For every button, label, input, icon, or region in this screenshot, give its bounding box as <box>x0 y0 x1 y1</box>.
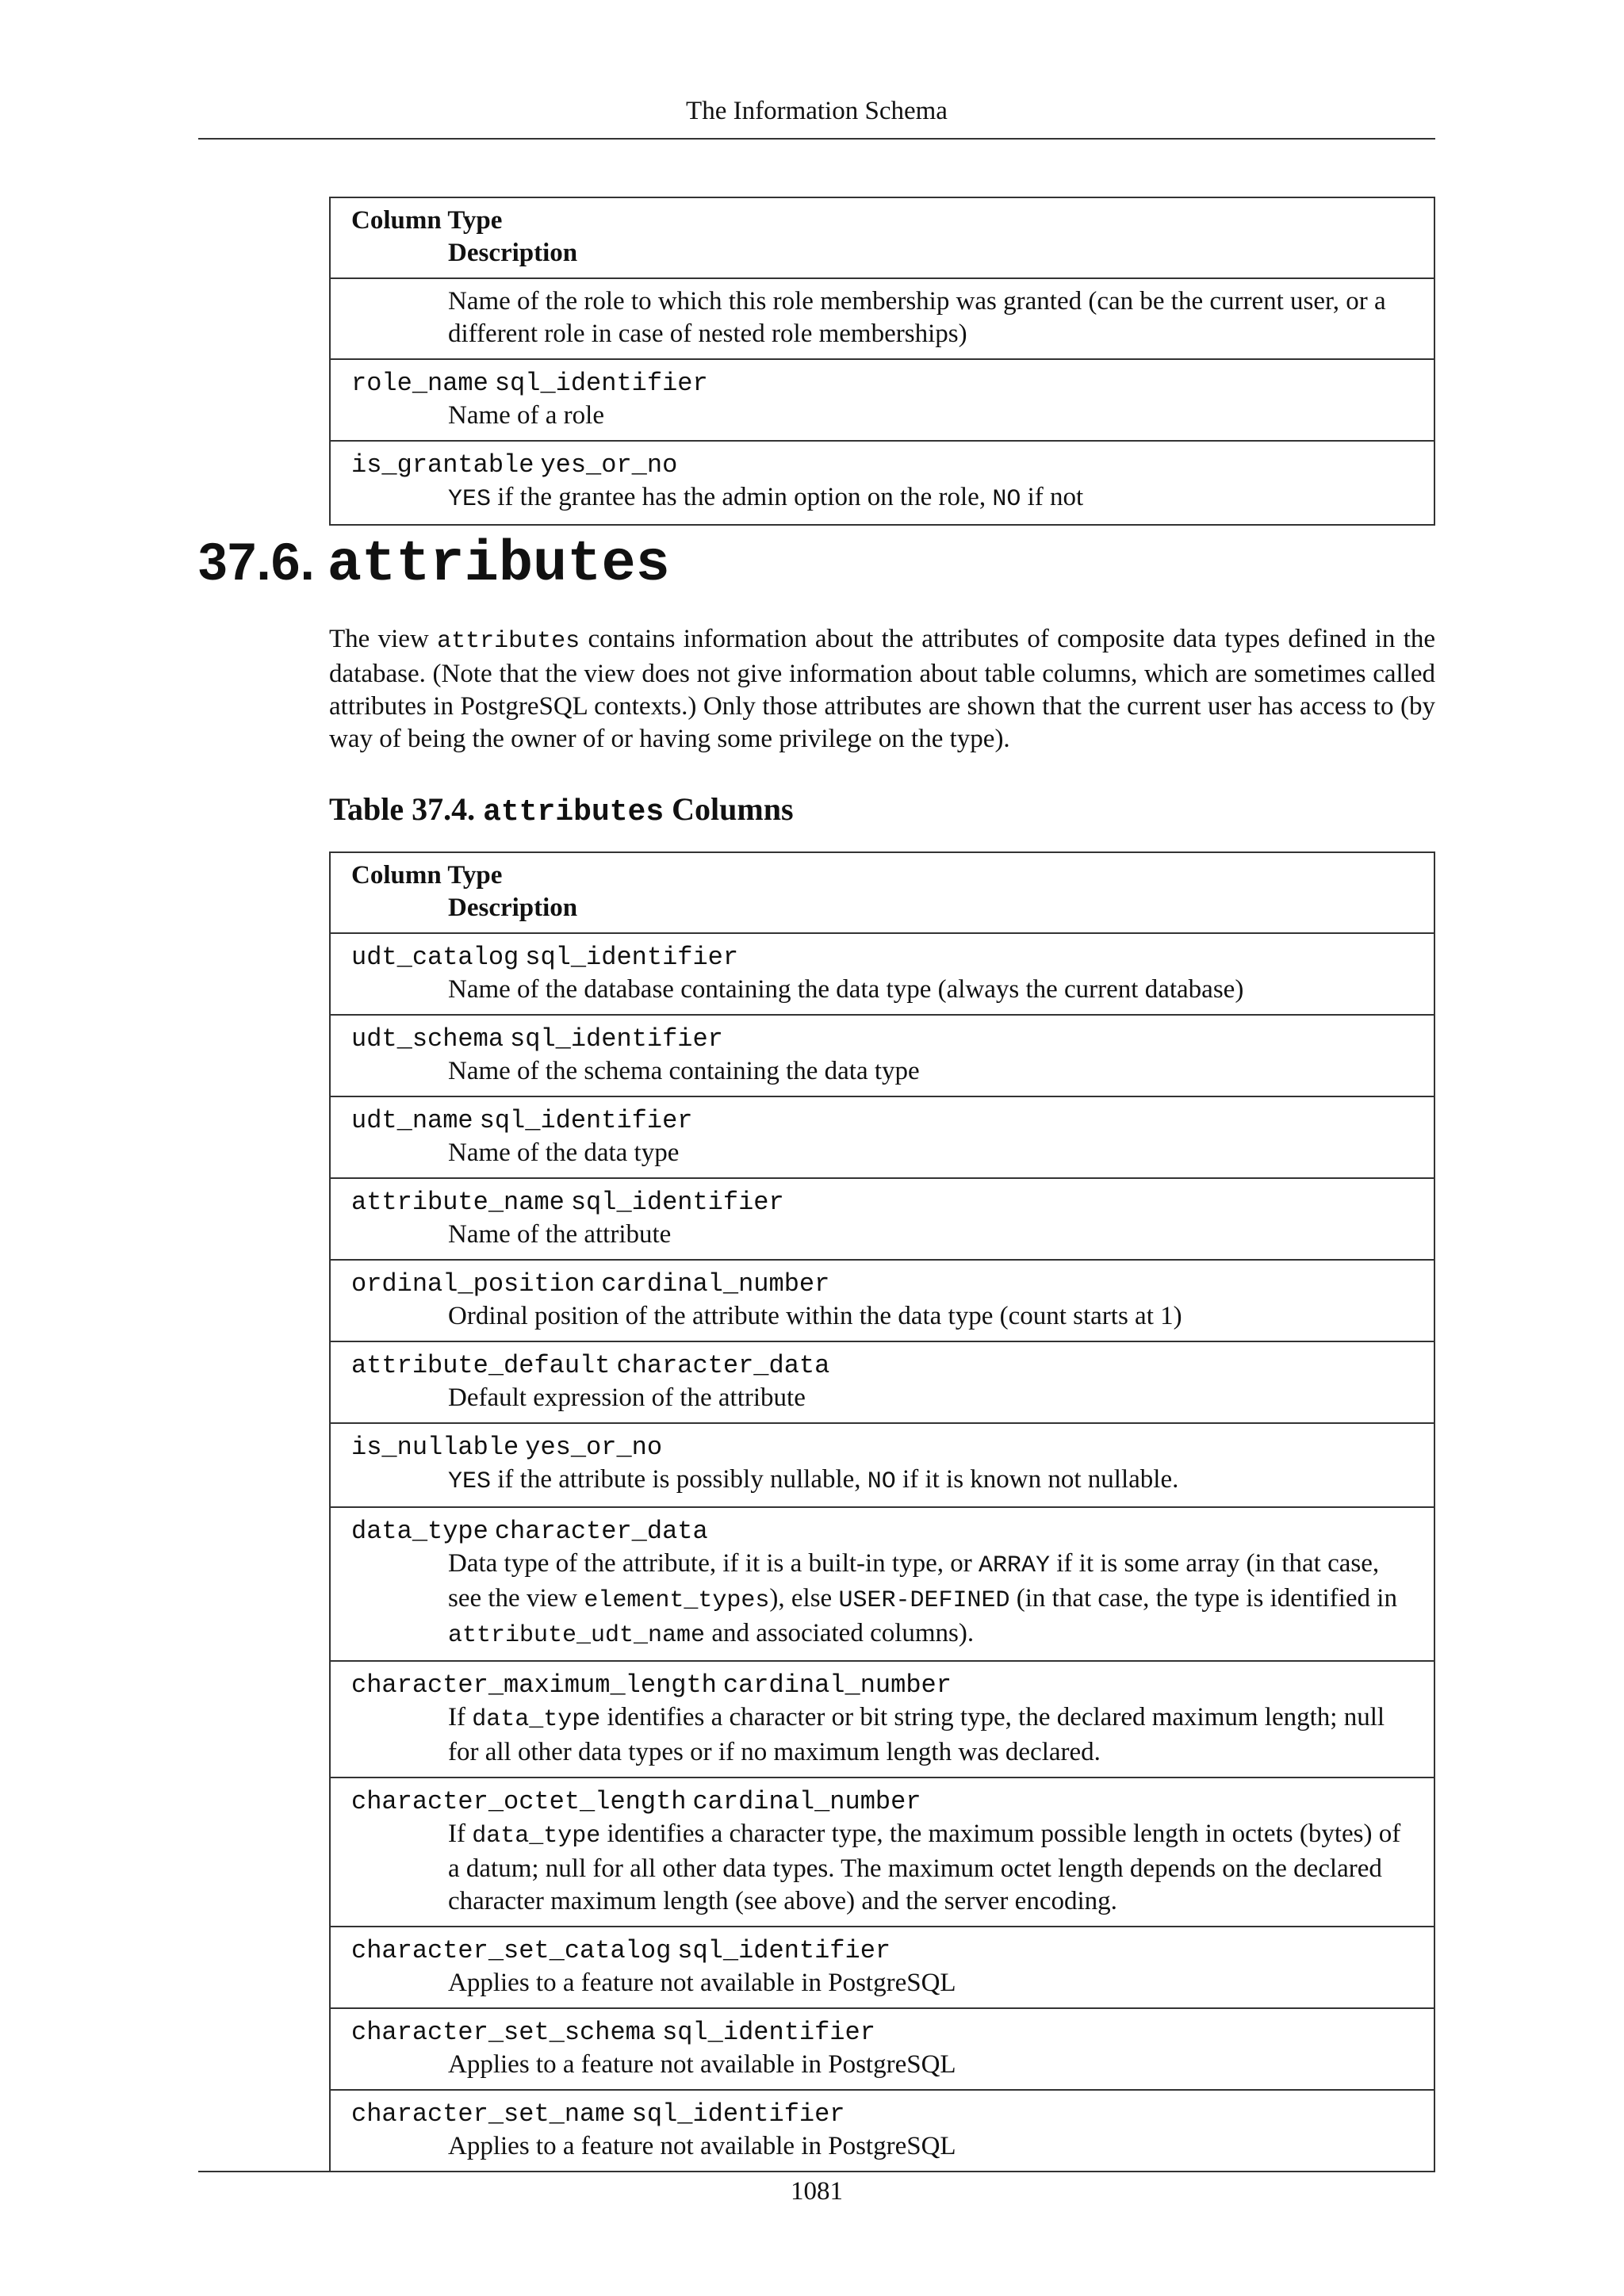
code-literal: data_type <box>472 1706 601 1733</box>
table-header-cell <box>330 197 1434 278</box>
description-text: Data type of the attribute, if it is a built-in type, or <box>448 1549 979 1578</box>
table-cell <box>330 1777 1434 1927</box>
table-cell <box>330 2090 1434 2172</box>
code-literal: NO <box>992 486 1021 513</box>
column-name: character_octet_length <box>351 1787 687 1816</box>
column-description: Name of the role to which this role membership was granted (can be the current user, or a different role in case of nested role memberships) <box>448 287 1386 348</box>
code-literal: YES <box>448 1468 492 1495</box>
header-column-type: Column Type <box>351 206 503 235</box>
caption-prefix: Table 37.4. <box>329 791 484 827</box>
description-text: identifies a character or bit string type, the declared maximum length; null for all other data types or if no maximum length was declared. <box>448 1703 1385 1766</box>
table-row <box>330 359 1434 441</box>
running-header: The Information Schema <box>686 97 948 125</box>
table-row <box>330 1096 1434 1178</box>
column-type: character_data <box>616 1351 830 1380</box>
caption-suffix: Columns <box>664 791 794 827</box>
column-description <box>351 1701 1413 1769</box>
table-caption <box>329 790 794 832</box>
column-type: sql_identifier <box>631 2099 845 2129</box>
column-description: Name of a role <box>448 401 604 430</box>
description-text: (in that case, the type is identified in <box>1009 1584 1397 1613</box>
table-row <box>330 933 1434 1015</box>
table-cell <box>330 1661 1434 1777</box>
table-cell <box>330 441 1434 525</box>
column-type: sql_identifier <box>510 1024 723 1054</box>
table-row <box>330 278 1434 359</box>
column-description <box>351 481 1413 516</box>
table-cell <box>330 1178 1434 1260</box>
section-heading <box>198 530 670 596</box>
column-type: sql_identifier <box>570 1188 784 1217</box>
column-type: character_data <box>494 1517 708 1546</box>
column-description: Applies to a feature not available in PostgreSQL <box>448 2050 956 2079</box>
column-type: cardinal_number <box>692 1787 921 1816</box>
table-row <box>330 1341 1434 1423</box>
intro-text: contains information about the attributes of composite data types defined in the database. (Note that the view does not give information about table columns, which are sometimes called attributes in PostgreSQL contexts.) Only those attributes are shown that the current user has access to (by way of being the owner of or having some privilege on the type). <box>329 625 1436 753</box>
description-text: if it is some array (in that case, see the view <box>448 1549 1380 1613</box>
header-description: Description <box>448 239 578 267</box>
table-cell <box>330 1096 1434 1178</box>
table-header-row <box>330 197 1434 278</box>
table-cell <box>330 1260 1434 1341</box>
table-row <box>330 441 1434 525</box>
table-row <box>330 1423 1434 1507</box>
column-description <box>351 1548 1413 1652</box>
code-literal: NO <box>867 1468 896 1495</box>
description-text: ), else <box>769 1584 839 1613</box>
column-description: Name of the attribute <box>448 1220 672 1249</box>
table-cell <box>330 1927 1434 2008</box>
code-literal: ARRAY <box>979 1552 1051 1579</box>
page-number: 1081 <box>791 2177 843 2206</box>
column-name: character_maximum_length <box>351 1670 717 1700</box>
column-name: is_nullable <box>351 1433 519 1462</box>
column-description: Name of the data type <box>448 1138 680 1167</box>
column-type: sql_identifier <box>479 1106 693 1135</box>
table-cell <box>330 1341 1434 1423</box>
code-literal: USER-DEFINED <box>838 1587 1010 1614</box>
column-description: Name of the database containing the data type (always the current database) <box>448 975 1244 1004</box>
table-row <box>330 1507 1434 1661</box>
column-type: cardinal_number <box>601 1269 830 1299</box>
table-row <box>330 1178 1434 1260</box>
column-name: character_set_schema <box>351 2018 657 2047</box>
description-text: and associated columns). <box>705 1619 975 1647</box>
description-text: if it is known not nullable. <box>895 1465 1179 1494</box>
table-cell <box>330 933 1434 1015</box>
column-description: Applies to a feature not available in PostgreSQL <box>448 2132 956 2160</box>
column-name: ordinal_position <box>351 1269 596 1299</box>
column-type: sql_identifier <box>662 2018 875 2047</box>
table-row <box>330 2090 1434 2172</box>
column-type: sql_identifier <box>494 369 708 398</box>
description-text: if the grantee has the admin option on the role, <box>491 483 993 511</box>
column-name: data_type <box>351 1517 488 1546</box>
column-type: sql_identifier <box>677 1936 891 1965</box>
column-type: yes_or_no <box>525 1433 663 1462</box>
code-literal: data_type <box>472 1823 601 1850</box>
description-text: identifies a character type, the maximum possible length in octets (bytes) of a datum; null for all other data types. The maximum octet length depends on the declared character maximum length (see above) and the server encoding. <box>448 1820 1401 1915</box>
table-row <box>330 1260 1434 1341</box>
section-name: attributes <box>327 532 670 597</box>
description-text: if the attribute is possibly nullable, <box>491 1465 868 1494</box>
header-description: Description <box>448 894 578 922</box>
column-name: character_set_catalog <box>351 1936 672 1965</box>
table-row <box>330 2008 1434 2090</box>
column-description: Name of the schema containing the data type <box>448 1057 920 1085</box>
column-name: attribute_name <box>351 1188 565 1217</box>
description-text: if not <box>1021 483 1084 511</box>
header-rule <box>198 138 1435 140</box>
column-name: udt_schema <box>351 1024 504 1054</box>
table-cell <box>330 2008 1434 2090</box>
attributes-columns-table <box>329 851 1435 2172</box>
role-membership-columns-table <box>329 197 1435 526</box>
description-text: If <box>448 1703 473 1732</box>
header-column-type: Column Type <box>351 861 503 890</box>
column-type: yes_or_no <box>540 450 678 480</box>
column-description: Default expression of the attribute <box>448 1383 806 1412</box>
code-literal: element_types <box>584 1587 770 1614</box>
column-name: role_name <box>351 369 488 398</box>
section-intro-paragraph <box>329 623 1435 756</box>
table-cell <box>330 1015 1434 1096</box>
table-cell <box>330 278 1434 359</box>
table-header-row <box>330 852 1434 933</box>
column-description: Ordinal position of the attribute within the data type (count starts at 1) <box>448 1302 1182 1330</box>
caption-code: attributes <box>483 795 665 829</box>
table-row <box>330 1777 1434 1927</box>
intro-text: The view <box>329 625 438 653</box>
description-text: If <box>448 1820 473 1848</box>
column-name: attribute_default <box>351 1351 611 1380</box>
column-description <box>351 1818 1413 1918</box>
column-name: udt_name <box>351 1106 473 1135</box>
column-type: cardinal_number <box>722 1670 952 1700</box>
table-cell <box>330 1423 1434 1507</box>
column-name: is_grantable <box>351 450 534 480</box>
table-row <box>330 1927 1434 2008</box>
column-name: udt_catalog <box>351 943 519 972</box>
column-description: Applies to a feature not available in PostgreSQL <box>448 1969 956 1997</box>
column-name: character_set_name <box>351 2099 626 2129</box>
table-row <box>330 1015 1434 1096</box>
table-cell <box>330 359 1434 441</box>
section-number: 37.6. <box>198 532 315 591</box>
table-row <box>330 1661 1434 1777</box>
table-header-cell <box>330 852 1434 933</box>
code-literal: attributes <box>437 628 580 655</box>
column-description <box>351 1464 1413 1498</box>
code-literal: YES <box>448 486 492 513</box>
table-cell <box>330 1507 1434 1661</box>
column-type: sql_identifier <box>525 943 739 972</box>
code-literal: attribute_udt_name <box>448 1622 706 1649</box>
footer-rule <box>198 2171 1435 2172</box>
